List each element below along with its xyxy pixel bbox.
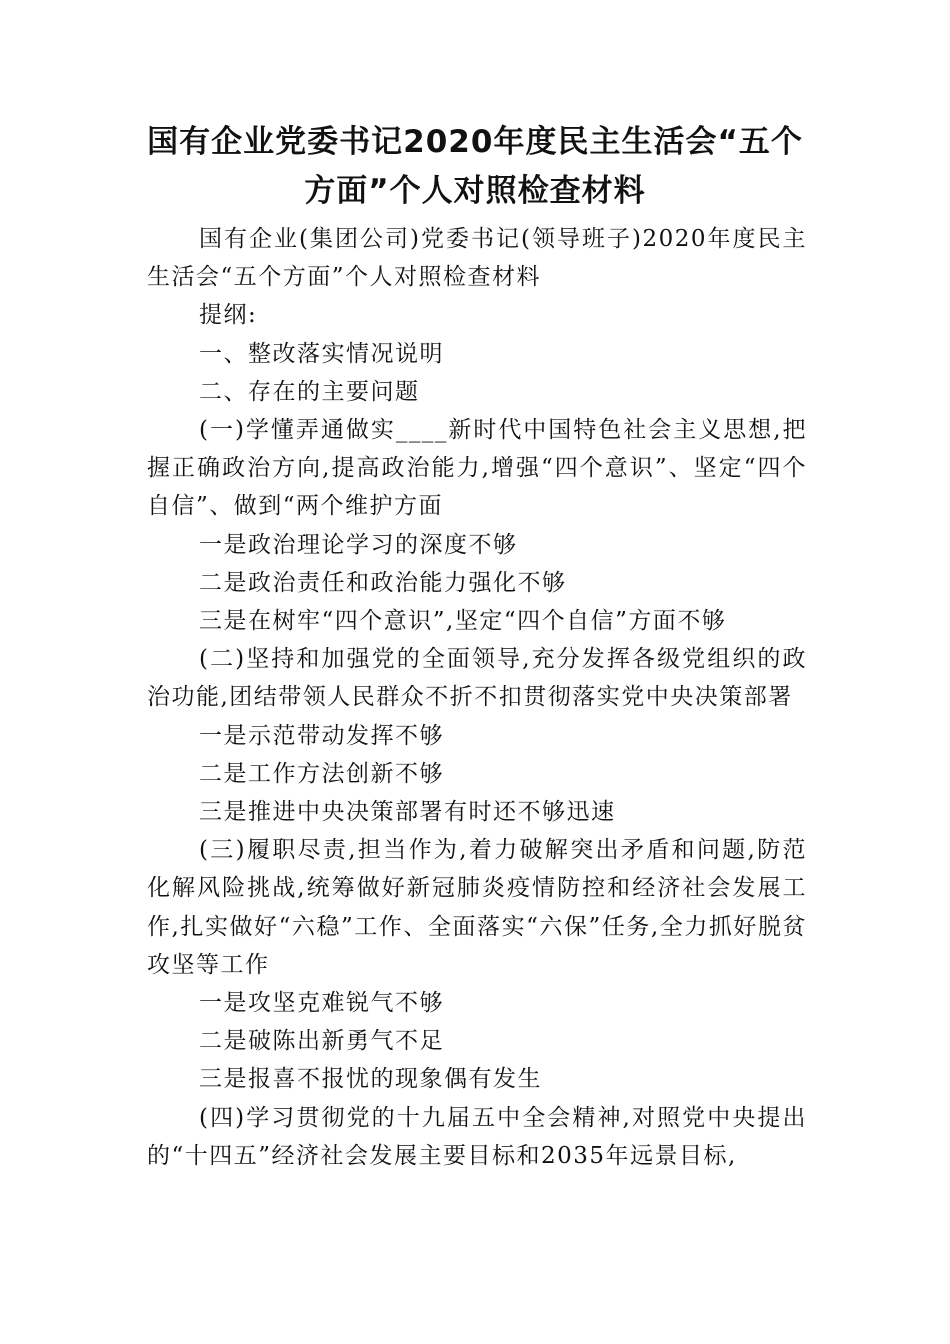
paragraph: 一是政治理论学习的深度不够 [199, 531, 518, 558]
document-body [147, 220, 807, 1175]
paragraph: 二是工作方法创新不够 [199, 760, 444, 787]
paragraph: (四)学习贯彻党的十九届五中全会精神,对照党中央提出的“十四五”经济社会发展主要目标和2035年远景目标, [147, 1104, 807, 1169]
paragraph: 三是在树牢“四个意识”,坚定“四个自信”方面不够 [199, 608, 727, 635]
paragraph: 提纲: [199, 302, 258, 329]
paragraph: (一)学懂弄通做实____新时代中国特色社会主义思想,把握正确政治方向,提高政治能力,增强“四个意识”、坚定“四个自信”、做到“两个维护方面 [147, 417, 807, 520]
paragraph: 三是报喜不报忧的现象偶有发生 [199, 1066, 542, 1093]
paragraph: 一是示范带动发挥不够 [199, 722, 444, 749]
paragraph: 二是破陈出新勇气不足 [199, 1028, 444, 1055]
paragraph: (三)履职尽责,担当作为,着力破解突出矛盾和问题,防范化解风险挑战,统筹做好新冠肺炎疫情防控和经济社会发展工作,扎实做好“六稳”工作、全面落实“六保”任务,全力抓好脱贫攻坚等工作 [147, 837, 807, 978]
paragraph: 二、存在的主要问题 [199, 378, 420, 405]
paragraph: 一是攻坚克难锐气不够 [199, 990, 444, 1017]
paragraph: 一、整改落实情况说明 [199, 340, 444, 367]
document-title: 国有企业党委书记2020年度民主生活会“五个方面”个人对照检查材料 [147, 124, 803, 209]
paragraph: 三是推进中央决策部署有时还不够迅速 [199, 799, 616, 826]
paragraph: 国有企业(集团公司)党委书记(领导班子)2020年度民主生活会“五个方面”个人对照检查材料 [147, 226, 807, 291]
paragraph: (二)坚持和加强党的全面领导,充分发挥各级党组织的政治功能,团结带领人民群众不折不扣贯彻落实党中央决策部署 [147, 646, 807, 711]
paragraph: 二是政治责任和政治能力强化不够 [199, 569, 567, 596]
